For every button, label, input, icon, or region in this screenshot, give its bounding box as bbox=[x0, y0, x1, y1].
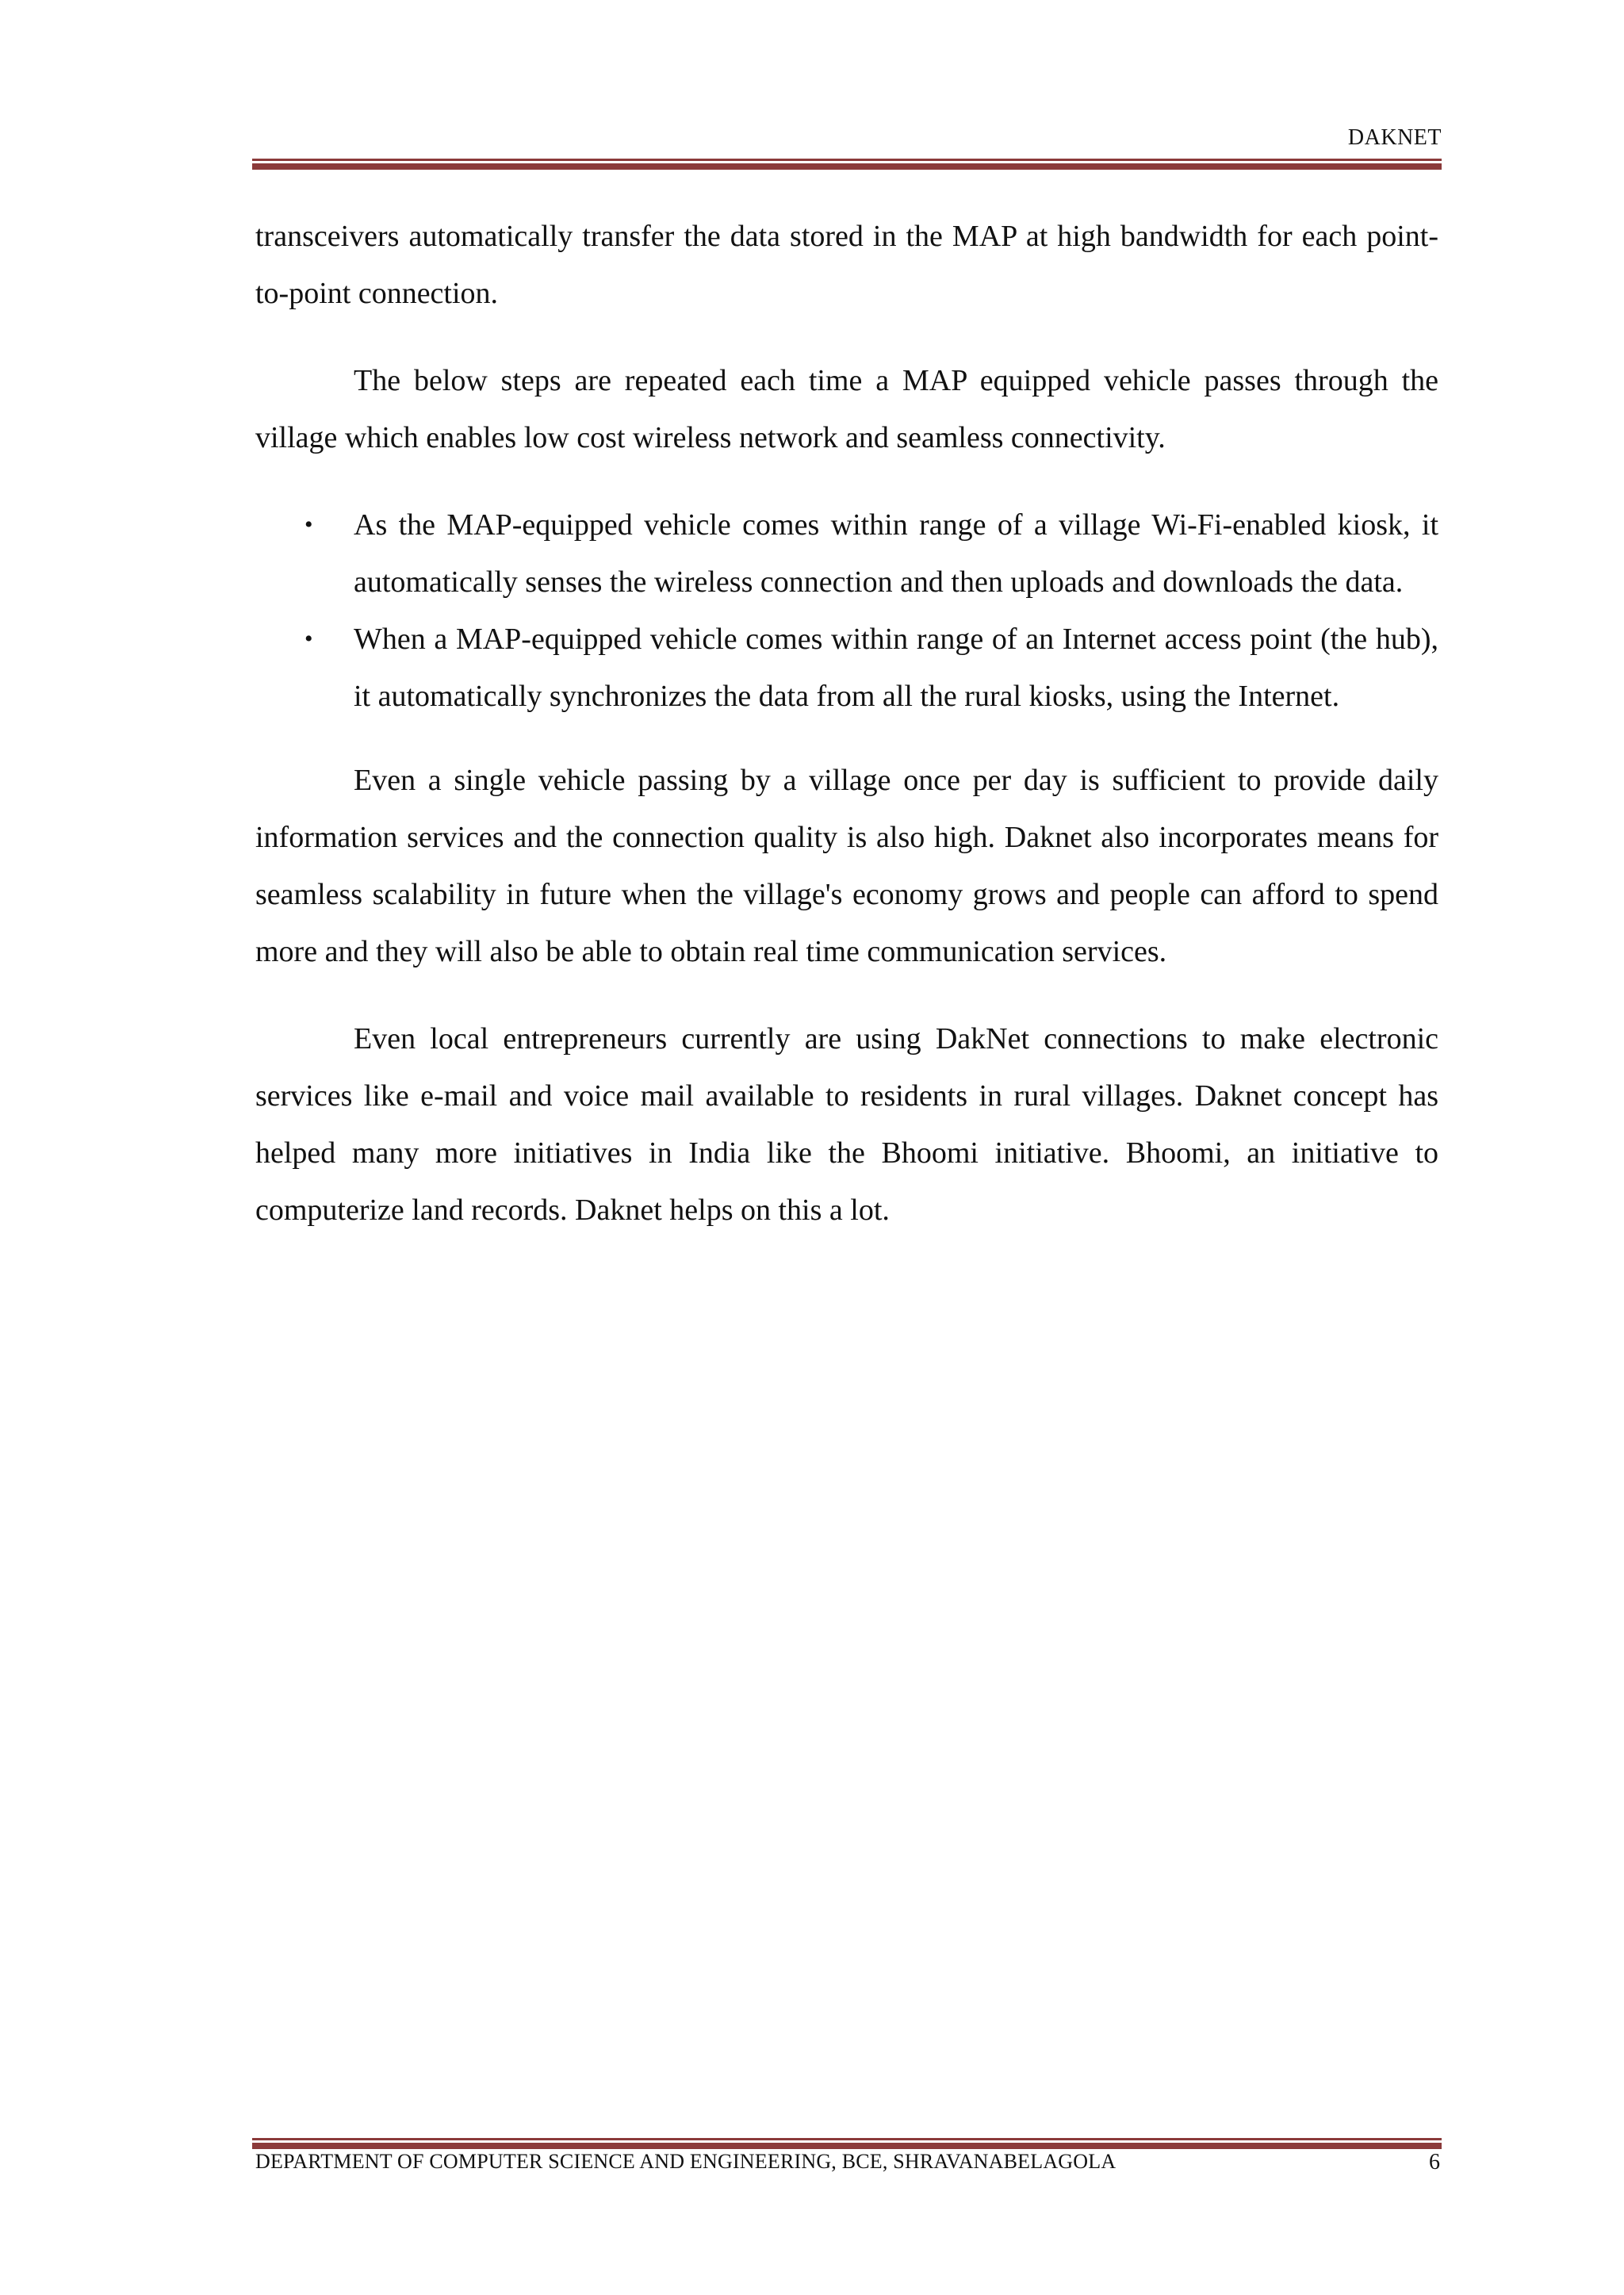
paragraph-continued: transceivers automatically transfer the data stored in the MAP at high bandwidth for each point-to-point connection. bbox=[255, 220, 1438, 310]
footer-rule bbox=[252, 2138, 1442, 2149]
bullet-icon: • bbox=[304, 626, 313, 652]
paragraph-entrepreneurs: Even local entrepreneurs currently are using DakNet connections to make electronic services like e-mail and voice mail available to residents in rural villages. Daknet concept has helped many more initiatives in India like the Bhoomi initiative. Bhoomi, an initiative to computerize land records. Daknet helps on this a lot. bbox=[255, 1022, 1438, 1227]
list-item-text: As the MAP-equipped vehicle comes within range of a village Wi-Fi-enabled kiosk, it automatically senses the wireless connection and then uploads and downloads the data. bbox=[354, 508, 1438, 599]
header-rule-thick-line bbox=[252, 163, 1442, 170]
page-number: 6 bbox=[1429, 2150, 1440, 2174]
footer-department: DEPARTMENT OF COMPUTER SCIENCE AND ENGINEERING, BCE, SHRAVANABELAGOLA bbox=[255, 2150, 1116, 2173]
header-rule bbox=[252, 159, 1442, 170]
list-item-text: When a MAP-equipped vehicle comes within range of an Internet access point (the hub), it automatically synchronizes the data from all the rural kiosks, using the Internet. bbox=[354, 623, 1438, 713]
steps-list bbox=[255, 496, 1438, 725]
body-content bbox=[255, 208, 1438, 1269]
list-item bbox=[255, 611, 1438, 725]
bullet-icon: • bbox=[304, 511, 313, 538]
paragraph-single-vehicle: Even a single vehicle passing by a village once per day is sufficient to provide daily information services and the connection quality is also high. Daknet also incorporates means for seamless scalability in future when the village's economy grows and people can afford to spend more and they will also be able to obtain real time communication services. bbox=[255, 764, 1438, 968]
running-header: DAKNET bbox=[1347, 125, 1442, 150]
list-item bbox=[255, 496, 1438, 611]
paragraph-steps-intro: The below steps are repeated each time a MAP equipped vehicle passes through the village which enables low cost wireless network and seamless connectivity. bbox=[255, 364, 1438, 454]
footer-rule-thick-line bbox=[252, 2143, 1442, 2149]
